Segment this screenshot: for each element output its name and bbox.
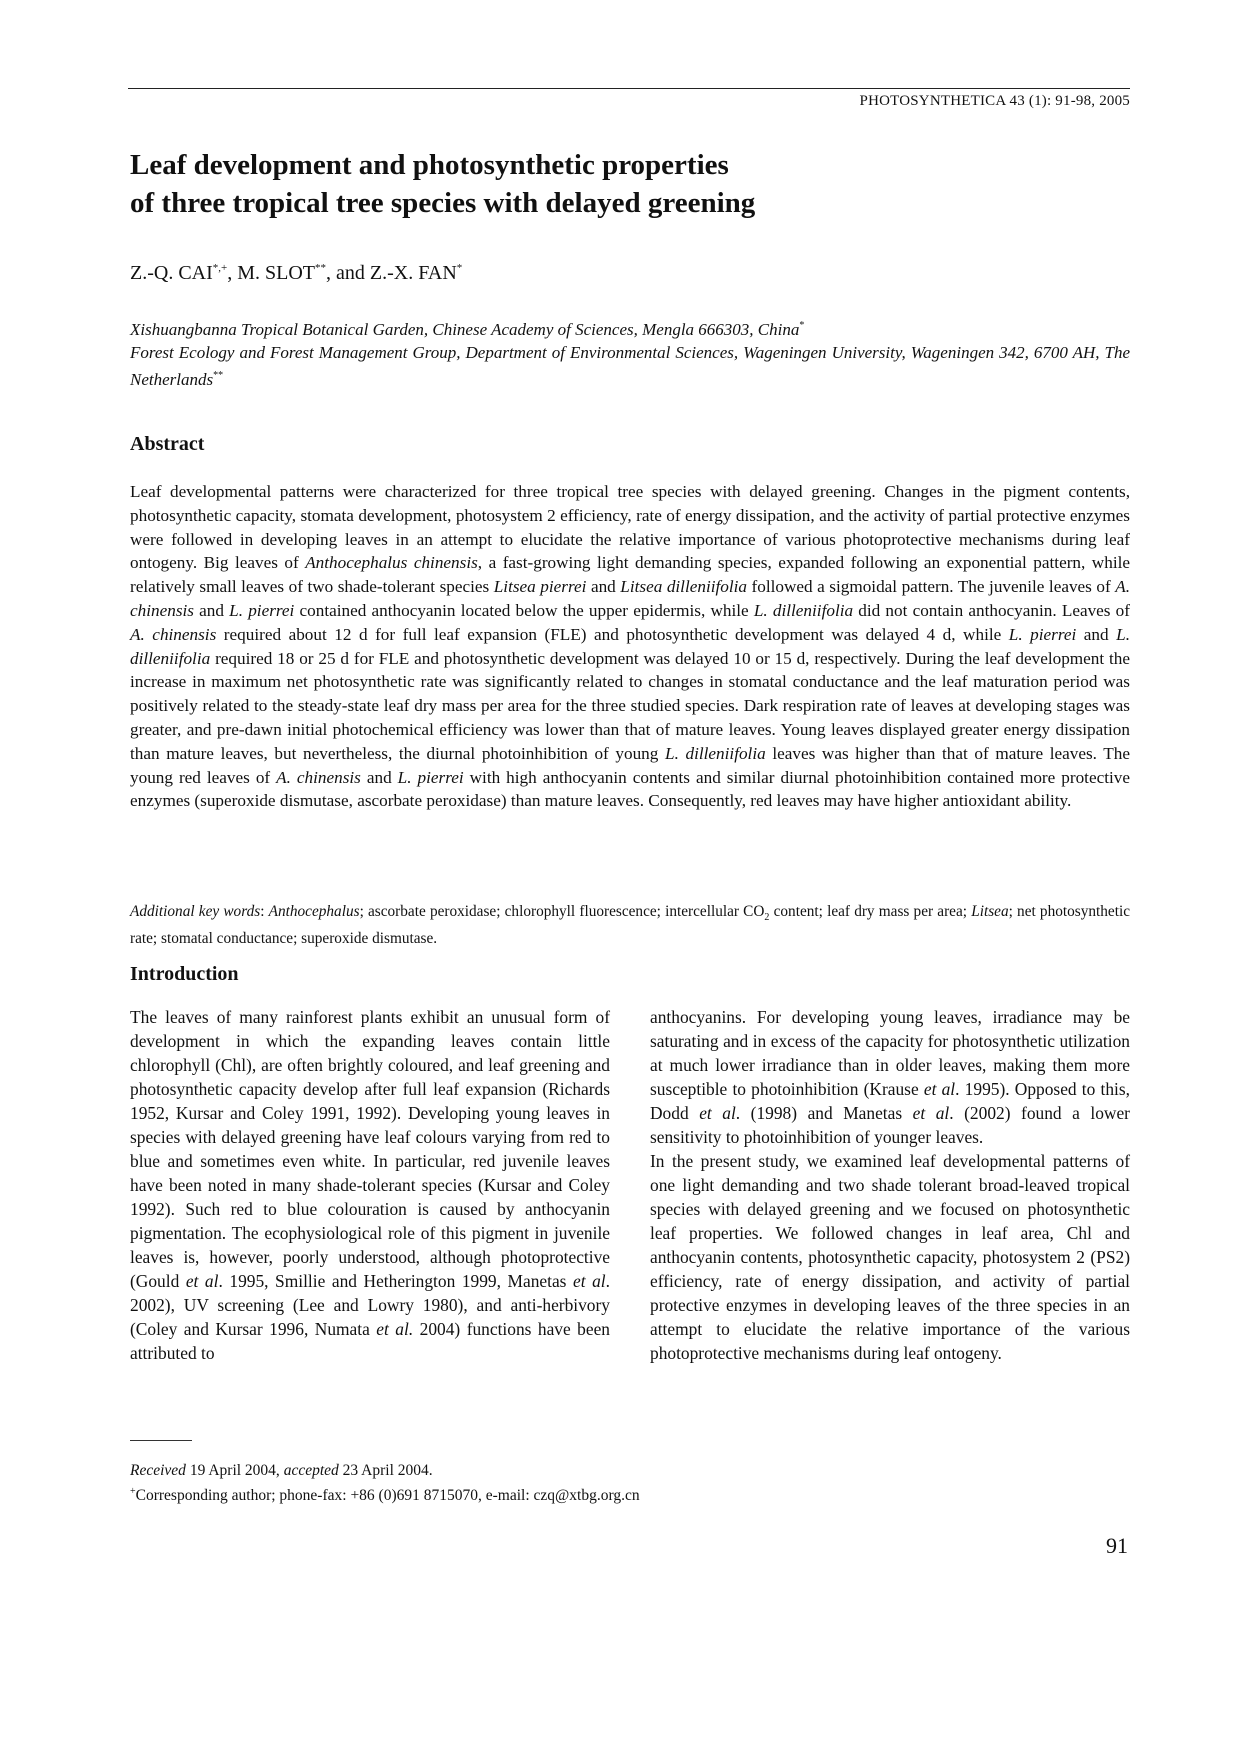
introduction-heading: Introduction	[130, 963, 239, 985]
keywords-genus: Litsea	[971, 903, 1009, 920]
abstract-text: and	[360, 767, 398, 787]
intro-paragraph-2	[650, 1149, 1130, 1365]
author-name: Z.-Q. CAI	[130, 262, 213, 284]
abstract-text: leaves was higher than that of mature leaves. The young red leaves of	[130, 743, 1131, 787]
author-name: Z.-X. FAN	[369, 262, 457, 284]
keywords-label: Additional key words	[130, 903, 261, 920]
author-separator: ,	[227, 262, 238, 284]
author-mark: *,+	[212, 262, 228, 274]
keywords-text: ; ascorbate peroxidase; chlorophyll fluorescence; intercellular CO	[359, 903, 765, 920]
footnote-mark: +	[130, 1486, 136, 1497]
page-number: 91	[1106, 1533, 1128, 1558]
body-text: 2004) functions have been attributed to	[130, 1319, 611, 1363]
title-line-1: Leaf development and photosynthetic properties	[130, 149, 729, 181]
affiliation-1	[130, 314, 1130, 341]
abstract-text: did not contain anthocyanin. Leaves of	[853, 600, 1130, 620]
intro-column-left	[130, 1005, 610, 1365]
keywords-text: content; leaf dry mass per area;	[769, 903, 972, 920]
abstract-text: and	[193, 600, 230, 620]
citation-etal: et al	[912, 1103, 950, 1123]
body-text: . (2002) found a lower sensitivity to photoinhibition of younger leaves.	[650, 1103, 1130, 1147]
species-name: Litsea dilleniifolia	[620, 577, 748, 597]
species-name: L. dilleniifolia	[665, 743, 766, 763]
abstract-text: required 18 or 25 d for FLE and photosynthetic development was delayed 10 or 15 d, respectively. During the leaf development the increase in maximum net photosynthetic rate was significantly related to changes in stomatal conductance and the leaf maturation period was positively related to the steady-state leaf dry mass per area for the three studied species. Dark respiration rate of leaves at developing stages was greater, and pre-dawn initial photochemical efficiency was lower than that of mature leaves. Young leaves displayed greater energy dissipation than mature leaves, but nevertheless, the diurnal photoinhibition of young	[130, 648, 1130, 763]
species-name: A. chinensis	[130, 577, 1130, 620]
affiliation-2	[130, 341, 1130, 391]
species-name: L. dilleniifolia	[130, 624, 1130, 668]
author-name: M. SLOT	[237, 262, 316, 284]
abstract-text: and	[1076, 624, 1117, 644]
abstract-text: followed a sigmoidal pattern. The juvenile leaves of	[747, 577, 1116, 597]
footnote-label: accepted	[283, 1462, 339, 1479]
species-name: L. dilleniifolia	[753, 600, 854, 620]
abstract-text: , a fast-growing light demanding species, expanded following an exponential pattern, while relatively small leaves of two shade-tolerant species	[130, 553, 1130, 597]
subscript: 2	[764, 912, 770, 924]
abstract-heading: Abstract	[130, 433, 205, 455]
footnotes	[130, 1460, 1130, 1506]
keywords-genus: Anthocephalus	[268, 903, 360, 920]
abstract-text: contained anthocyanin located below the upper epidermis, while	[294, 600, 754, 620]
affiliation-mark: *	[799, 320, 805, 331]
footnote-label: Received	[130, 1462, 186, 1479]
species-name: L. pierrei	[1008, 624, 1077, 644]
footnote-rule	[130, 1440, 192, 1441]
abstract-text: Leaf developmental patterns were characterized for three tropical tree species with delayed greening. Changes in the pigment contents, photosynthetic capacity, stomata development, photosystem 2 efficiency, rate of energy dissipation, and the activity of partial protective enzymes were followed in developing leaves in an attempt to elucidate the relative importance of various photoprotective mechanisms during leaf ontogeny. Big leaves of	[130, 482, 1130, 573]
abstract-body	[130, 480, 1130, 813]
citation-etal: et al	[572, 1271, 606, 1291]
body-text: . 1995, Smillie and Hetherington 1999, Manetas	[218, 1271, 573, 1291]
species-name: A. chinensis	[130, 624, 217, 644]
species-name: Litsea pierrei	[493, 577, 587, 597]
body-text: . 1995). Opposed to this, Dodd	[650, 1079, 1130, 1123]
abstract-text: and	[586, 577, 621, 597]
affiliation-mark: **	[213, 370, 224, 381]
species-name: Anthocephalus chinensis	[305, 553, 478, 573]
footnote-text: 19 April 2004,	[185, 1462, 284, 1479]
citation-etal: et al	[699, 1103, 736, 1123]
affiliation-text: Forest Ecology and Forest Management Group, Department of Environmental Sciences, Wageningen University, Wageningen 342, 6700 AH, The Netherlands	[130, 343, 1130, 389]
additional-key-words	[130, 901, 1130, 949]
body-text: . 2002), UV screening (Lee and Lowry 1980), and anti-herbivory (Coley and Kursar 1996, Numata	[130, 1271, 610, 1339]
intro-paragraph-1	[130, 1005, 610, 1365]
body-text: . (1998) and Manetas	[735, 1103, 913, 1123]
author-list	[130, 262, 462, 285]
paper-title	[130, 146, 1090, 222]
received-line	[130, 1460, 1130, 1481]
affiliation-text: Xishuangbanna Tropical Botanical Garden, Chinese Academy of Sciences, Mengla 666303, China	[130, 320, 800, 339]
intro-column-right	[650, 1005, 1130, 1365]
body-text: The leaves of many rainforest plants exhibit an unusual form of development in which the expanding leaves contain little chlorophyll (Chl), are often brightly coloured, and leaf greening and photosynthetic capacity develop after full leaf expansion (Richards 1952, Kursar and Coley 1991, 1992). Developing young leaves in species with delayed greening have leaf colours varying from red to blue and sometimes even white. In particular, red juvenile leaves have been noted in many shade-tolerant species (Kursar and Coley 1992). Such red to blue colouration is caused by anthocyanin pigmentation. The ecophysiological role of this pigment in juvenile leaves is, however, poorly understood, although photoprotective (Gould	[130, 1007, 610, 1291]
species-name: L. pierrei	[229, 600, 295, 620]
footnote-text: Corresponding author; phone-fax: +86 (0)691 8715070, e-mail: czq@xtbg.org.cn	[135, 1487, 640, 1504]
citation-etal: et al	[185, 1271, 219, 1291]
affiliations	[130, 314, 1130, 391]
header-rule	[128, 88, 1130, 89]
author-mark: *	[456, 262, 463, 274]
intro-paragraph-1-cont	[650, 1005, 1130, 1149]
footnote-text: 23 April 2004.	[338, 1462, 433, 1479]
species-name: L. pierrei	[397, 767, 464, 787]
abstract-text: with high anthocyanin contents and similar diurnal photoinhibition contained more protective enzymes (superoxide dismutase, ascorbate peroxidase) than mature leaves. Consequently, red leaves may have higher antioxidant ability.	[130, 767, 1130, 811]
author-separator: , and	[326, 262, 370, 284]
species-name: A. chinensis	[276, 767, 361, 787]
abstract-text: required about 12 d for full leaf expansion (FLE) and photosynthetic development was delayed 4 d, while	[216, 624, 1009, 644]
author-mark: **	[315, 262, 327, 274]
citation-etal: et al.	[376, 1319, 414, 1339]
title-line-2: of three tropical tree species with delayed greening	[130, 187, 756, 219]
keywords-text: ; net photosynthetic rate; stomatal conductance; superoxide dismutase.	[130, 903, 1131, 948]
body-text: In the present study, we examined leaf developmental patterns of one light demanding and two shade tolerant broad-leaved tropical species with delayed greening and we focused on photosynthetic leaf properties. We followed changes in leaf area, Chl and anthocyanin contents, photosynthetic capacity, photosystem 2 (PS2) efficiency, rate of energy dissipation, and activity of partial protective enzymes in developing leaves of the three species in an attempt to elucidate the relative importance of the various photoprotective mechanisms during leaf ontogeny.	[650, 1151, 1130, 1363]
journal-reference: PHOTOSYNTHETICA 43 (1): 91-98, 2005	[859, 93, 1130, 109]
keywords-text: :	[260, 903, 269, 920]
body-text: anthocyanins. For developing young leaves, irradiance may be saturating and in excess of the capacity for photosynthetic utilization at much lower irradiance than in older leaves, making them more susceptible to photoinhibition (Krause	[650, 1007, 1130, 1099]
corresponding-author-line	[130, 1481, 1130, 1506]
citation-etal: et al	[923, 1079, 956, 1099]
